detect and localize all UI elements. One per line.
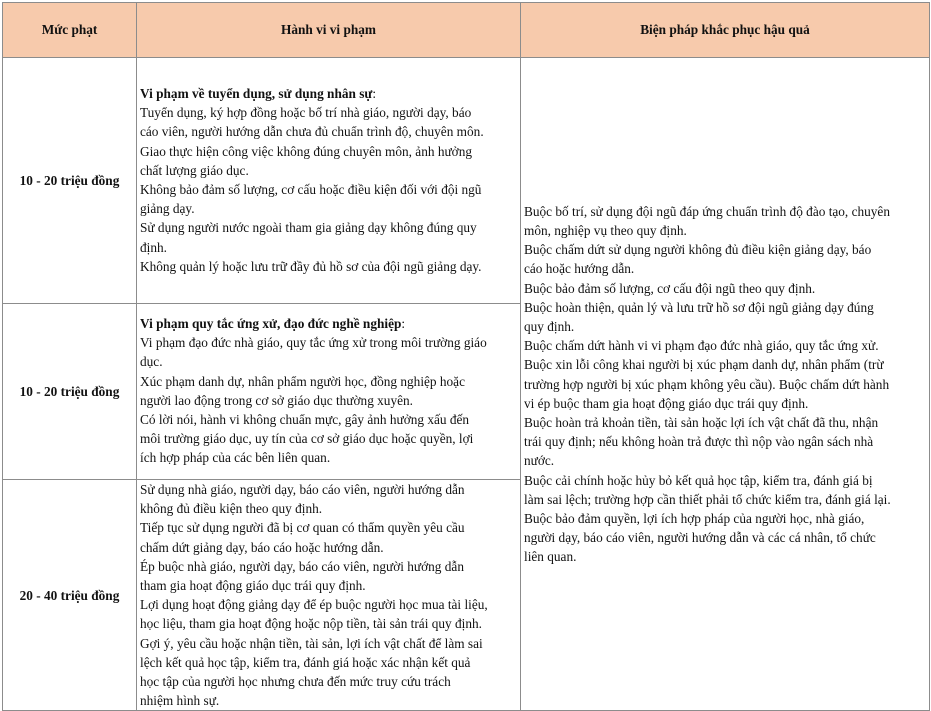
violation-line: Giao thực hiện công việc không đúng chuyên môn, ảnh hưởng xyxy=(140,143,473,159)
violation-line: Lợi dụng hoạt động giảng dạy để ép buộc người học mua tài liệu, xyxy=(140,597,488,613)
remedy-line: liên quan. xyxy=(524,549,577,565)
violation-line: Gợi ý, yêu cầu hoặc nhận tiền, tài sản, lợi ích vật chất để làm sai xyxy=(140,635,483,651)
violation-cell xyxy=(137,480,521,711)
remedy-line: Buộc bảo đảm số lượng, cơ cấu đội ngũ theo quy định. xyxy=(524,280,816,296)
violation-line: Sử dụng người nước ngoài tham gia giảng dạy không đúng quy xyxy=(140,220,477,236)
violation-line: lệch kết quả học tập, kiểm tra, đánh giá hoặc xác nhận kết quả xyxy=(140,654,471,670)
table-header-row xyxy=(3,3,930,58)
violation-line: Xúc phạm danh dự, nhân phẩm người học, đồng nghiệp hoặc xyxy=(140,373,465,389)
violation-line: học liệu, tham gia hoạt động hoặc nộp tiền, tài sản trái quy định. xyxy=(140,616,482,632)
remedy-line: môn, nghiệp vụ theo quy định. xyxy=(524,222,687,238)
violation-line: ích hợp pháp của các bên liên quan. xyxy=(140,450,331,466)
remedy-line: trái quy định; nếu không hoàn trả được thì nộp vào ngân sách nhà xyxy=(524,434,874,450)
violation-line: giảng dạy. xyxy=(140,201,195,217)
violation-line: môi trường giáo dục, uy tín của cơ sở giáo dục hoặc quyền, lợi xyxy=(140,431,474,447)
violation-line: học tập của người học nhưng chưa đến mức truy cứu trách xyxy=(140,674,451,690)
fine-cell: 10 - 20 triệu đồng xyxy=(3,58,137,304)
remedy-line: Buộc chấm dứt sử dụng người không đủ điều kiện giảng dạy, báo xyxy=(524,242,872,258)
remedy-line: làm sai lệch; trường hợp cần thiết phải tổ chức kiểm tra, đánh giá lại. xyxy=(524,491,891,507)
violation-line: chấm dứt giảng dạy, báo cáo hoặc hướng dẫn. xyxy=(140,539,384,555)
violation-cell xyxy=(137,58,521,304)
violation-heading: Vi phạm quy tắc ứng xử, đạo đức nghề nghiệp xyxy=(140,316,402,331)
remedy-line: Buộc xin lỗi công khai người bị xúc phạm danh dự, nhân phẩm (trừ xyxy=(524,357,884,373)
violation-line: tham gia hoạt động giáo dục trái quy định. xyxy=(140,578,366,594)
header-violation: Hành vi vi phạm xyxy=(137,3,521,58)
violation-line: Có lời nói, hành vi không chuẩn mực, gây ảnh hưởng xấu đến xyxy=(140,412,470,428)
violation-heading: Vi phạm về tuyển dụng, sử dụng nhân sự xyxy=(140,86,373,101)
remedy-line: vi ép buộc tham gia hoạt động giáo dục trái quy định. xyxy=(524,395,809,411)
table-row xyxy=(3,58,930,304)
remedy-line: quy định. xyxy=(524,319,575,334)
violation-line: cáo viên, người hướng dẫn chưa đủ chuẩn trình độ, chuyên môn. xyxy=(140,124,484,140)
violation-line: Vi phạm đạo đức nhà giáo, quy tắc ứng xử trong môi trường giáo xyxy=(140,335,487,351)
penalty-table xyxy=(2,2,930,711)
remedy-line: nước. xyxy=(524,453,555,469)
violation-line: chất lượng giáo dục. xyxy=(140,162,249,178)
remedy-line: cáo hoặc hướng dẫn. xyxy=(524,261,635,277)
violation-cell xyxy=(137,304,521,480)
remedy-line: người dạy, báo cáo viên, người hướng dẫn và các cá nhân, tổ chức xyxy=(524,530,876,546)
violation-line: người lao động trong cơ sở giáo dục thường xuyên. xyxy=(140,392,413,408)
remedy-line: Buộc chấm dứt hành vi vi phạm đạo đức nhà giáo, quy tắc ứng xử. xyxy=(524,338,879,354)
violation-line: Sử dụng nhà giáo, người dạy, báo cáo viên, người hướng dẫn xyxy=(140,482,465,497)
violation-heading-line: Vi phạm về tuyển dụng, sử dụng nhân sự: xyxy=(140,86,377,101)
remedy-line: Buộc hoàn trả khoản tiền, tài sản hoặc lợi ích vật chất đã thu, nhận xyxy=(524,415,879,431)
violation-line: Không quản lý hoặc lưu trữ đầy đủ hồ sơ của đội ngũ giảng dạy. xyxy=(140,258,482,274)
remedy-cell xyxy=(521,58,930,711)
violation-line: Tiếp tục sử dụng người đã bị cơ quan có thẩm quyền yêu cầu xyxy=(140,520,465,536)
remedy-line: Buộc cải chính hoặc hủy bỏ kết quả học tập, kiểm tra, đánh giá bị xyxy=(524,472,873,488)
violation-line: không đủ điều kiện theo quy định. xyxy=(140,501,323,517)
violation-line: dục. xyxy=(140,354,163,370)
violation-line: Ép buộc nhà giáo, người dạy, báo cáo viên, người hướng dẫn xyxy=(140,558,464,574)
remedy-line: trường hợp người bị xúc phạm không yêu cầu). Buộc chấm dứt hành xyxy=(524,376,890,392)
remedy-line: Buộc bố trí, sử dụng đội ngũ đáp ứng chuẩn trình độ đào tạo, chuyên xyxy=(524,203,890,219)
remedy-line: Buộc bảo đảm quyền, lợi ích hợp pháp của người học, nhà giáo, xyxy=(524,511,865,527)
violation-heading-line: Vi phạm quy tắc ứng xử, đạo đức nghề nghiệp: xyxy=(140,316,406,331)
fine-cell: 10 - 20 triệu đồng xyxy=(3,304,137,480)
violation-line: định. xyxy=(140,239,167,255)
header-remedy: Biện pháp khắc phục hậu quả xyxy=(521,3,930,58)
violation-line: nhiệm hình sự. xyxy=(140,693,220,709)
fine-cell: 20 - 40 triệu đồng xyxy=(3,480,137,711)
remedy-line: Buộc hoàn thiện, quản lý và lưu trữ hồ sơ đội ngũ giảng dạy đúng xyxy=(524,299,874,315)
violation-line: Tuyển dụng, ký hợp đồng hoặc bố trí nhà giáo, người dạy, báo xyxy=(140,105,472,121)
header-fine: Mức phạt xyxy=(3,3,137,58)
violation-line: Không bảo đảm số lượng, cơ cấu hoặc điều kiện đối với đội ngũ xyxy=(140,182,482,198)
